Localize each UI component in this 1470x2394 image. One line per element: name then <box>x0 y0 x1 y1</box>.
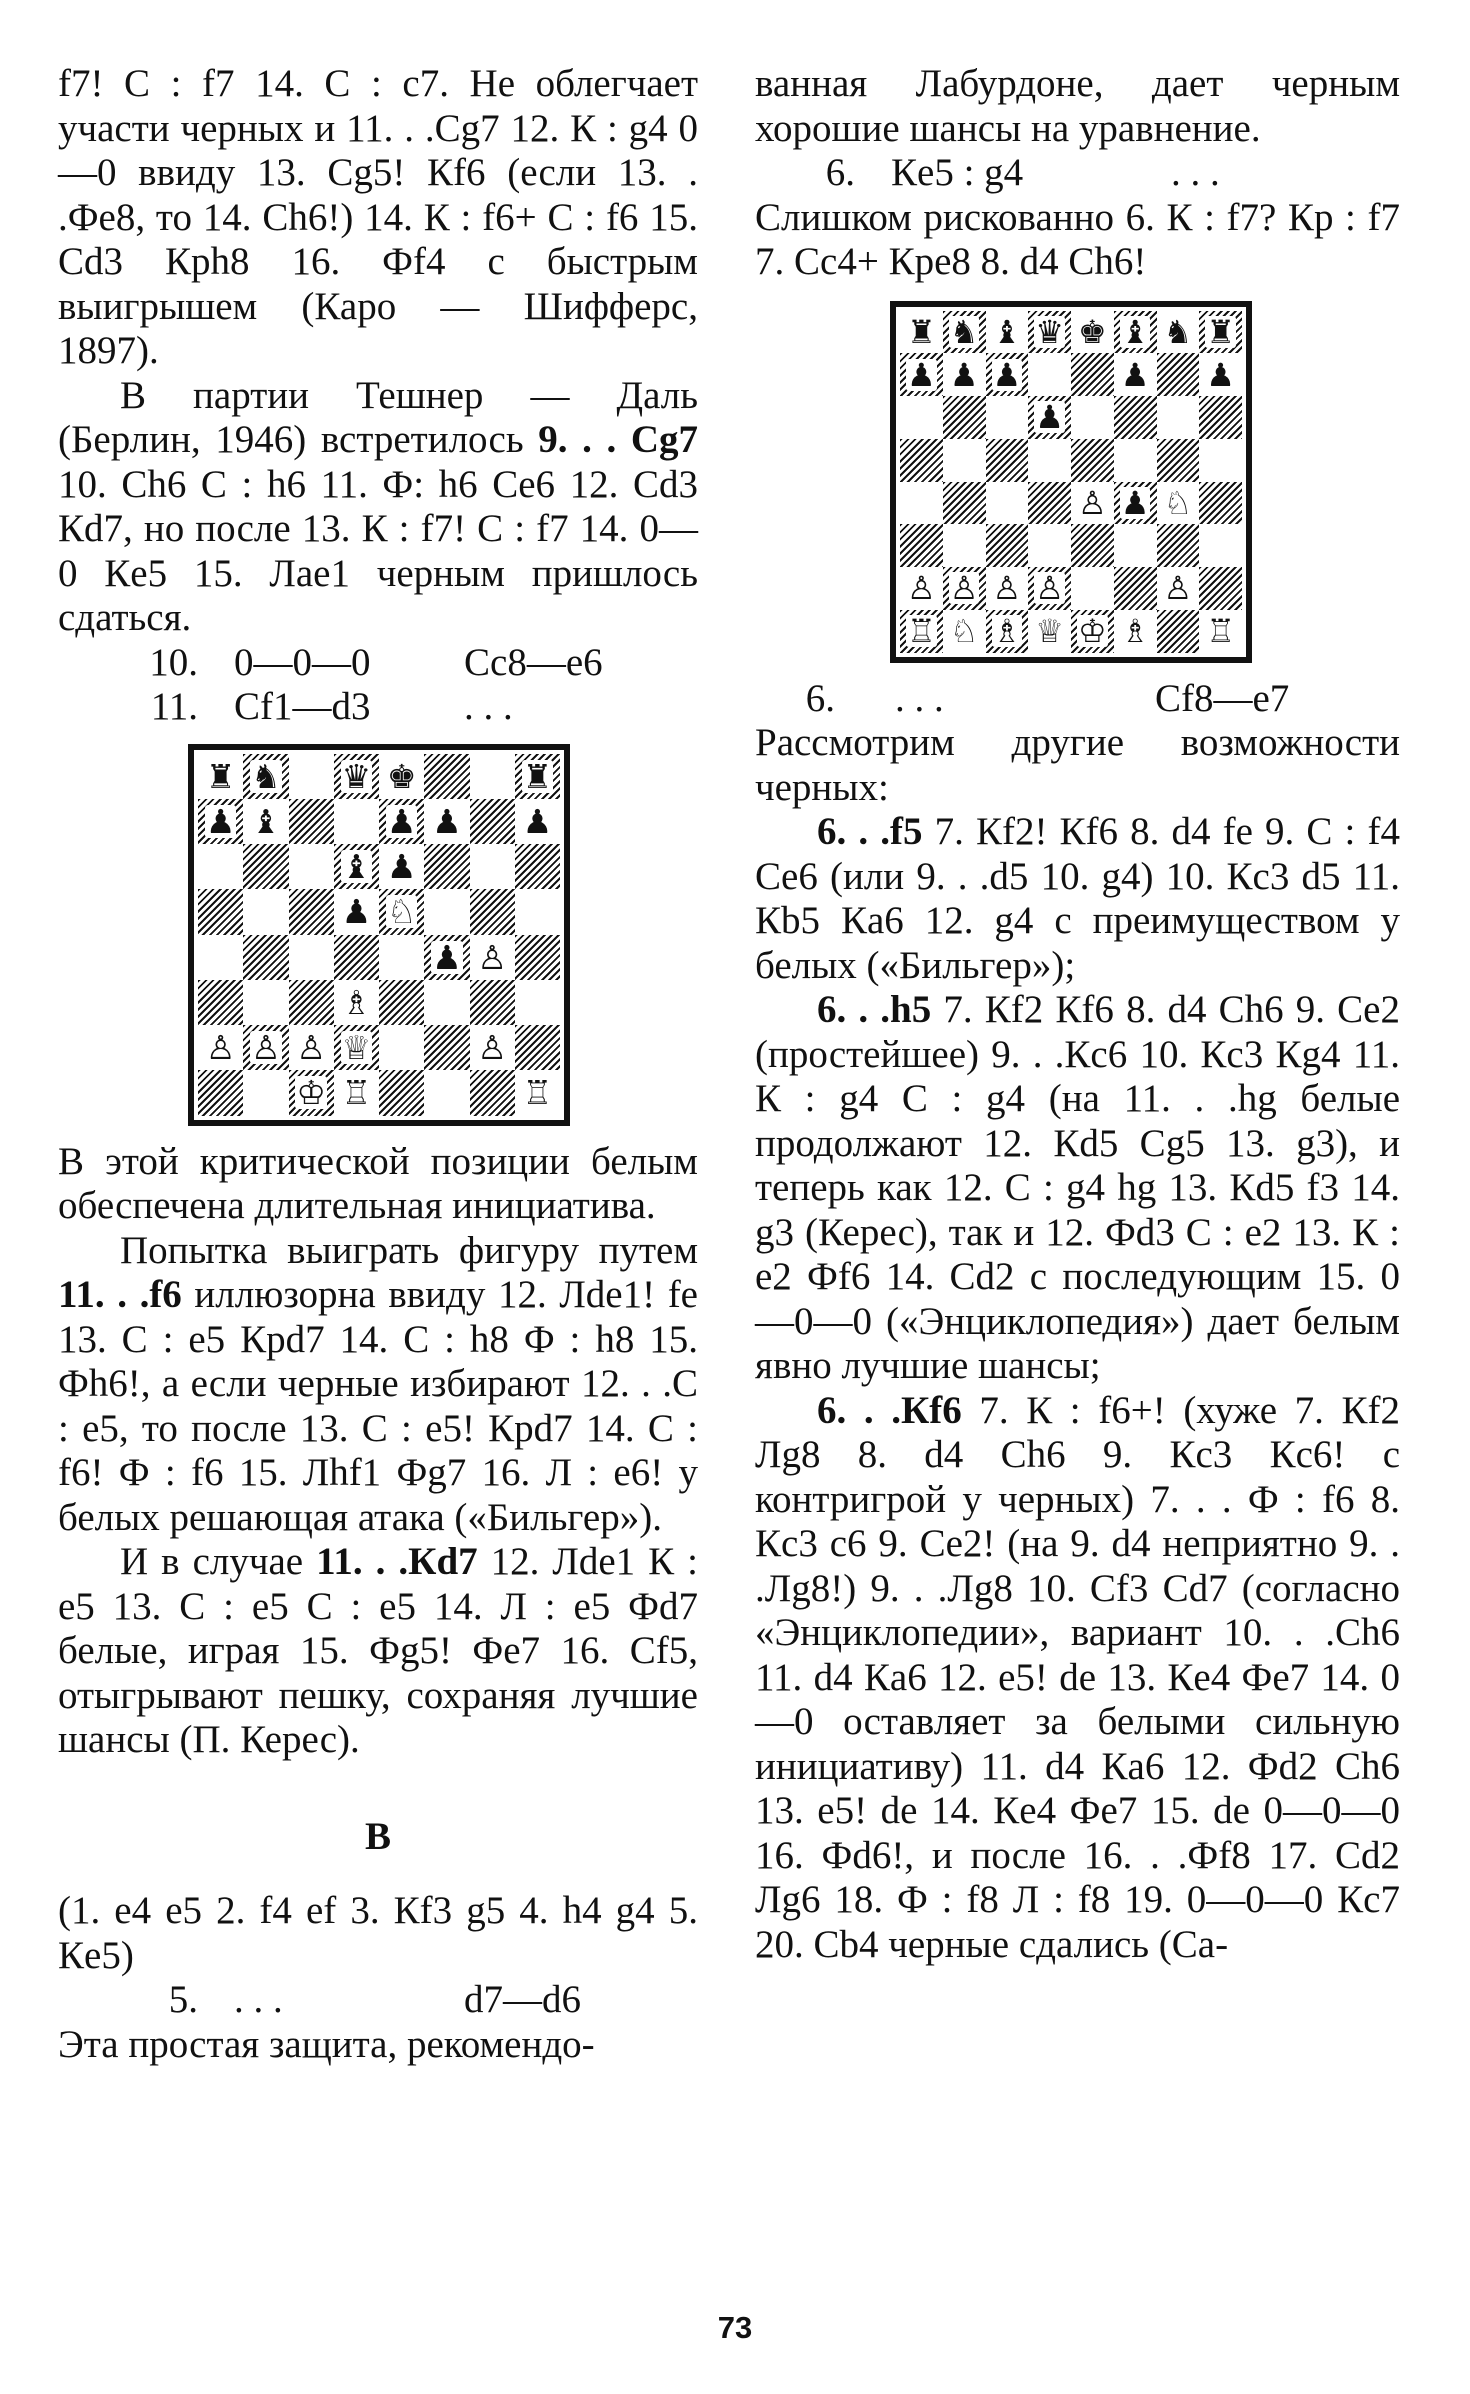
bold-move: 6. . .Кf6 <box>817 1388 962 1432</box>
bold-move: 9. . . Cg7 <box>538 418 698 461</box>
board-square <box>470 1025 515 1070</box>
move-line-5 <box>58 1978 698 2023</box>
black-bishop-icon: ♝ <box>341 847 372 887</box>
black-move: . . . <box>464 685 513 728</box>
move-line-11 <box>58 685 698 730</box>
left-paragraph-6: (1. e4 e5 2. f4 ef 3. Кf3 g5 4. h4 g4 5. Кe5) <box>58 1889 698 1977</box>
black-pawn-icon: ♟ <box>386 801 417 841</box>
text-span: 7. Кf2 Кf6 8. d4 Ch6 9. Ce2 (простейшее) 9. . .Кc6 10. Кc3 Кg4 11. К : g4 C : g4 (на 11. . .hg белые продолжают 12. Кd5 Cg5 13. g3), и теперь как 12. C : g4 hg 13. Кd5 f3 14. g3 (Керес), так и 12. Фd3 C : e2 13. К : e2 Фf6 14. Cd2 с последующим 15. 0—0—0 («Энциклопедия») дает белым явно лучшие шансы; <box>755 988 1400 1387</box>
board-square <box>243 799 288 844</box>
bold-move: 11. . .f6 <box>58 1273 182 1316</box>
board-square <box>289 1070 334 1115</box>
black-move: d7—d6 <box>464 1978 581 2021</box>
board-square <box>515 844 560 889</box>
board-square <box>515 980 560 1025</box>
board-square <box>334 935 379 980</box>
board-square <box>515 799 560 844</box>
board-square <box>1028 610 1071 653</box>
board-square <box>379 844 424 889</box>
board-square <box>986 311 1029 354</box>
board-square <box>470 980 515 1025</box>
black-king-icon: ♚ <box>386 756 417 796</box>
board-square <box>986 567 1029 610</box>
white-move: Cf1—d3 <box>234 685 371 728</box>
board-square <box>1114 482 1157 525</box>
board-square <box>1071 311 1114 354</box>
board-square <box>289 935 334 980</box>
board-square <box>986 396 1029 439</box>
board-square <box>379 754 424 799</box>
board-square <box>900 610 943 653</box>
right-column <box>755 62 1400 1967</box>
board-square <box>198 799 243 844</box>
board-square <box>1071 567 1114 610</box>
white-pawn-icon: ♙ <box>1035 569 1064 608</box>
board-square <box>289 844 334 889</box>
board-square <box>900 439 943 482</box>
board-square <box>289 1025 334 1070</box>
white-move: 0—0—0 <box>234 640 371 684</box>
board-square <box>900 396 943 439</box>
board-square <box>943 396 986 439</box>
board-square <box>1028 311 1071 354</box>
board-square <box>1199 610 1242 653</box>
white-pawn-icon: ♙ <box>205 1028 236 1068</box>
board-square <box>334 799 379 844</box>
black-pawn-icon: ♟ <box>907 355 936 394</box>
black-pawn-icon: ♟ <box>432 937 462 977</box>
white-pawn-icon: ♙ <box>477 1028 507 1068</box>
board-square <box>243 1070 288 1115</box>
board-square <box>243 980 288 1025</box>
board-square <box>986 439 1029 482</box>
board-square <box>334 980 379 1025</box>
board-square <box>289 889 334 934</box>
board-square <box>424 889 469 934</box>
board-square <box>198 754 243 799</box>
board-square <box>1071 524 1114 567</box>
black-bishop-icon: ♝ <box>992 312 1022 351</box>
board-square <box>379 980 424 1025</box>
black-pawn-icon: ♟ <box>1035 398 1064 437</box>
white-knight-icon: ♘ <box>386 892 417 932</box>
board-square <box>424 754 469 799</box>
white-rook-icon: ♖ <box>1206 612 1235 651</box>
board-square <box>1114 610 1157 653</box>
white-pawn-icon: ♙ <box>1078 483 1107 522</box>
board-square <box>243 754 288 799</box>
board-square <box>900 524 943 567</box>
board-square <box>289 980 334 1025</box>
text-span: иллюзорна ввиду 12. Лde1! fe 13. C : e5 Крd7 14. C : h8 Ф : h8 15. Фh6!, а если черные избирают 12. . .C : e5, то после 13. C : e5! Крd7 14. C : f6! Ф : f6 15. Лhf1 Фg7 16. Л : e6! у белых решающая атака («Бильгер»). <box>58 1273 698 1539</box>
black-move: . . . <box>1171 151 1220 194</box>
board-square <box>334 844 379 889</box>
left-paragraph-2 <box>58 374 698 641</box>
black-bishop-icon: ♝ <box>251 801 281 841</box>
board-square <box>470 1070 515 1115</box>
black-pawn-icon: ♟ <box>205 801 236 841</box>
board-square <box>1199 353 1242 396</box>
board-square <box>424 980 469 1025</box>
board-square <box>900 482 943 525</box>
text-span: Попытка выиграть фигуру путем <box>120 1228 698 1272</box>
black-move: Cc8—e6 <box>464 640 603 684</box>
white-pawn-icon: ♙ <box>1163 569 1193 608</box>
board-square <box>1157 524 1200 567</box>
white-rook-icon: ♖ <box>522 1073 553 1113</box>
black-knight-icon: ♞ <box>1163 312 1193 351</box>
board-square <box>943 524 986 567</box>
white-move: . . . <box>895 676 944 720</box>
board-square <box>198 980 243 1025</box>
left-paragraph-1: f7! C : f7 14. C : c7. Не облегчает участи черных и 11. . .Cg7 12. К : g4 0—0 ввиду 13. Cg5! Кf6 (если 13. . .Фe8, то 14. Ch6!) 14. К : f6+ C : f6 15. Cd3 Крh8 16. Фf4 с быстрым выигрышем (Каро — Шифферс, 1897). <box>58 62 698 372</box>
board-square <box>986 353 1029 396</box>
black-queen-icon: ♛ <box>1035 312 1064 351</box>
board-square <box>379 1025 424 1070</box>
text-span: 12. Лde1 К : e5 13. C : e5 C : e5 14. Л : e5 Фd7 белые, играя 15. Фg5! Фe7 16. Cf5, отыгрывают пешку, сохраняя лучшие шансы (П. Керес). <box>58 1540 698 1761</box>
white-pawn-icon: ♙ <box>907 569 936 608</box>
board-square <box>1199 311 1242 354</box>
board-square <box>1114 524 1157 567</box>
board-square <box>1114 396 1157 439</box>
section-heading: В <box>364 1814 391 1858</box>
board-square <box>1028 482 1071 525</box>
white-king-icon: ♔ <box>1078 612 1107 651</box>
chess-diagram-1 <box>188 744 570 1126</box>
board-square <box>943 482 986 525</box>
board-square <box>943 610 986 653</box>
black-rook-icon: ♜ <box>907 312 936 351</box>
black-rook-icon: ♜ <box>205 756 236 796</box>
board-square <box>289 754 334 799</box>
right-paragraph-4 <box>755 810 1400 988</box>
white-pawn-icon: ♙ <box>251 1028 281 1068</box>
black-pawn-icon: ♟ <box>949 355 979 394</box>
board-square <box>379 935 424 980</box>
board-square <box>1028 439 1071 482</box>
board-square <box>198 889 243 934</box>
board-square <box>243 935 288 980</box>
page-number: 73 <box>717 2310 753 2345</box>
move-line-10 <box>58 641 698 686</box>
board-square <box>1114 439 1157 482</box>
board-square <box>1071 353 1114 396</box>
board-square <box>515 935 560 980</box>
left-paragraph-3: В этой критической позиции белым обеспечена длительная инициатива. <box>58 1139 698 1227</box>
board-square <box>198 844 243 889</box>
board-square <box>1157 353 1200 396</box>
board-square <box>1157 610 1200 653</box>
board-square <box>1157 439 1200 482</box>
board-square <box>334 1070 379 1115</box>
right-paragraph-1: ванная Лабурдоне, дает черным хорошие шансы на уравнение. <box>755 62 1400 150</box>
black-pawn-icon: ♟ <box>522 801 553 841</box>
board-square <box>515 889 560 934</box>
black-knight-icon: ♞ <box>949 312 979 351</box>
board-square <box>986 610 1029 653</box>
white-queen-icon: ♕ <box>1035 612 1064 651</box>
board-square <box>424 844 469 889</box>
white-king-icon: ♔ <box>296 1073 326 1113</box>
board-square <box>1071 439 1114 482</box>
board-square <box>334 1025 379 1070</box>
board-square <box>1199 396 1242 439</box>
black-rook-icon: ♜ <box>1206 312 1235 351</box>
white-bishop-icon: ♗ <box>1120 612 1150 651</box>
black-bishop-icon: ♝ <box>1120 312 1150 351</box>
board-square <box>1071 482 1114 525</box>
board-square <box>243 844 288 889</box>
text-span: 7. К : f6+! (хуже 7. Кf2 Лg8 8. d4 Ch6 9. Кc3 Кc6! с контригрой у черных) 7. . . Ф : f6 8. Кc3 c6 9. Ce2! (на 9. d4 неприятно 9. . .Лg8!) 9. . .Лg8 10. Cf3 Cd7 (согласно «Энциклопедии», вариант 10. . .Ch6 11. d4 Кa6 12. e5! de 13. Кe4 Фe7 14. 0—0 оставляет за белыми сильную инициативу) 11. d4 Кa6 12. Фd2 Ch6 13. e5! de 14. Кe4 Фe7 15. de 0—0—0 16. Фd6!, и после 16. . .Фf8 17. Cd2 Лg6 18. Ф : f8 Л : f8 19. 0—0—0 Кc7 20. Cb4 черные сдались (Са- <box>755 1388 1400 1966</box>
board-square <box>424 1025 469 1070</box>
white-pawn-icon: ♙ <box>992 569 1022 608</box>
board-square <box>424 935 469 980</box>
move-number: 10. <box>149 640 198 684</box>
board-square <box>1157 396 1200 439</box>
white-pawn-icon: ♙ <box>477 937 507 977</box>
white-pawn-icon: ♙ <box>949 569 979 608</box>
white-move: Кe5 : g4 <box>891 151 1024 194</box>
black-pawn-icon: ♟ <box>386 847 417 887</box>
board-square <box>470 935 515 980</box>
text-span: 10. Ch6 C : h6 11. Ф: h6 Ce6 12. Cd3 Кd7, но после 13. К : f7! C : f7 14. 0—0 Кe5 15. Лae1 черным пришлось сдаться. <box>58 462 698 639</box>
black-pawn-icon: ♟ <box>341 892 372 932</box>
board-square <box>1071 396 1114 439</box>
board-square <box>470 889 515 934</box>
bold-move: 6. . .h5 <box>817 988 932 1031</box>
board-square <box>198 1070 243 1115</box>
board-square <box>943 353 986 396</box>
move-number: 6. <box>805 676 835 720</box>
black-pawn-icon: ♟ <box>432 801 462 841</box>
move-number: 5. <box>168 1978 198 2021</box>
bold-move: 11. . .Кd7 <box>316 1540 478 1583</box>
board-square <box>424 1070 469 1115</box>
board-square <box>943 439 986 482</box>
board-square <box>470 844 515 889</box>
board-square <box>470 799 515 844</box>
left-column <box>58 62 698 2067</box>
board-square <box>1199 482 1242 525</box>
board-square <box>470 754 515 799</box>
board-square <box>1071 610 1114 653</box>
white-knight-icon: ♘ <box>949 612 979 651</box>
board-square <box>515 754 560 799</box>
white-rook-icon: ♖ <box>341 1073 372 1113</box>
black-knight-icon: ♞ <box>251 756 281 796</box>
board-square <box>900 311 943 354</box>
board-square <box>1028 567 1071 610</box>
black-move: Cf8—e7 <box>1155 676 1290 720</box>
move-number: 6. <box>825 151 855 194</box>
board-square <box>900 353 943 396</box>
black-pawn-icon: ♟ <box>1206 355 1235 394</box>
white-move: . . . <box>234 1978 283 2021</box>
board-square <box>1114 311 1157 354</box>
black-pawn-icon: ♟ <box>992 355 1022 394</box>
board-square <box>1157 311 1200 354</box>
board-square <box>986 482 1029 525</box>
board-square <box>334 889 379 934</box>
move-line-6 <box>755 151 1400 196</box>
board-square <box>986 524 1029 567</box>
right-paragraph-2: Слишком рискованно 6. К : f7? Кр : f7 7. Cc4+ Крe8 8. d4 Ch6! <box>755 195 1400 283</box>
board-square <box>1028 524 1071 567</box>
right-paragraph-5 <box>755 988 1400 1389</box>
white-queen-icon: ♕ <box>341 1028 372 1068</box>
right-paragraph-6 <box>755 1389 1400 1968</box>
board-square <box>943 567 986 610</box>
board-square <box>1199 524 1242 567</box>
left-paragraph-4 <box>58 1229 698 1541</box>
bold-move: 6. . .f5 <box>817 810 923 853</box>
board-square <box>1114 353 1157 396</box>
board-square <box>1114 567 1157 610</box>
board-square <box>243 1025 288 1070</box>
board-square <box>900 567 943 610</box>
board-square <box>1157 567 1200 610</box>
left-paragraph-7: Эта простая защита, рекомендо- <box>58 2022 595 2066</box>
black-queen-icon: ♛ <box>341 756 372 796</box>
white-bishop-icon: ♗ <box>992 612 1022 651</box>
board-square <box>1028 353 1071 396</box>
white-pawn-icon: ♙ <box>296 1028 326 1068</box>
white-knight-icon: ♘ <box>1163 483 1193 522</box>
white-bishop-icon: ♗ <box>341 982 372 1022</box>
text-span: 7. Кf2! Кf6 8. d4 fe 9. C : f4 Ce6 (или 9. . .d5 10. g4) 10. Кc3 d5 11. Кb5 Кa6 12. g4 с преимуществом у белых («Бильгер»); <box>755 810 1400 987</box>
board-square <box>1028 396 1071 439</box>
chess-diagram-2 <box>890 301 1252 663</box>
board-square <box>943 311 986 354</box>
board-square <box>198 935 243 980</box>
text-span: В партии Тешнер — Даль (Берлин, 1946) встретилось <box>58 373 698 461</box>
text-span: И в случае <box>120 1540 317 1583</box>
board-square <box>1199 567 1242 610</box>
board-square <box>379 799 424 844</box>
board-square <box>1157 482 1200 525</box>
board-square <box>379 1070 424 1115</box>
board-square <box>243 889 288 934</box>
board-square <box>289 799 334 844</box>
board-square <box>515 1025 560 1070</box>
black-pawn-icon: ♟ <box>1120 355 1150 394</box>
black-rook-icon: ♜ <box>522 756 553 796</box>
board-square <box>1199 439 1242 482</box>
board-square <box>379 889 424 934</box>
black-king-icon: ♚ <box>1078 312 1107 351</box>
right-paragraph-3: Рассмотрим другие возможности черных: <box>755 721 1400 809</box>
move-line-6b <box>755 677 1400 722</box>
board-square <box>424 799 469 844</box>
black-pawn-icon: ♟ <box>1120 483 1150 522</box>
white-rook-icon: ♖ <box>907 612 936 651</box>
left-paragraph-5 <box>58 1540 698 1763</box>
board-square <box>334 754 379 799</box>
board-square <box>198 1025 243 1070</box>
move-number: 11. <box>150 685 198 728</box>
board-square <box>515 1070 560 1115</box>
